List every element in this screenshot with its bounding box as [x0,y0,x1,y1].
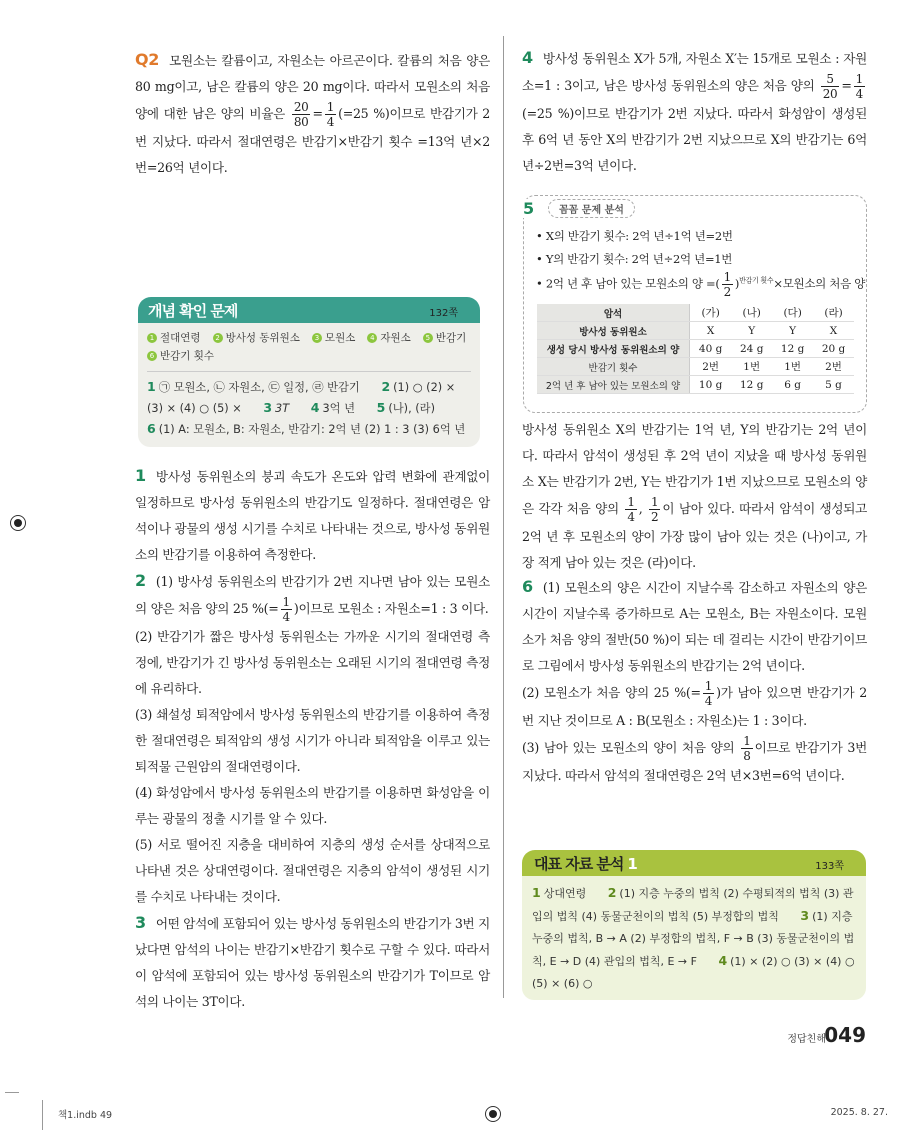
number-badge-icon: 1 [147,333,157,343]
keyword-list [147,329,471,365]
text-segment: 어떤 암석에 포함되어 있는 방사성 동위원소의 반감기가 3번 지났다면 암석의 나이는 반감기×반감기 횟수로 구할 수 있다. 따라서 이 암석에 포함되어 있는 방사성 동위원소의 반감기가 T이므로 암석의 나이는 3T이다. [135,916,490,1009]
answer-6 [522,574,867,789]
answer-number: 1 [532,885,541,900]
answer-1 [135,463,490,568]
column-divider [503,36,504,998]
text-segment: 이 남아 있다. 따라서 암석이 생성되고 2억 년 후 모원소의 양이 가장 많이 남아 있는 것은 (나)이고, 가장 적게 남아 있는 것은 (라)이다. [522,501,867,570]
text-segment: 방사성 동위원소 X가 5개, 자원소 X′는 15개로 모원소 : 자원소=1 : 3이고, 남은 방사성 동위원소의 양은 처음 양의 [522,51,867,93]
numerator: 20 [293,100,309,114]
table-cell: 2번 [690,358,732,376]
text-segment: (1) 방사성 동위원소의 반감기가 2번 지나면 남아 있는 모원소의 양은 처음 양의 25 %(= [135,574,490,616]
numerator: 1 [282,595,290,609]
denominator: 4 [282,610,290,624]
row-header: 방사성 동위원소 [537,322,690,340]
print-date: 2025. 8. 27. [830,1107,888,1118]
answer-item [522,734,867,789]
table-cell: 1번 [772,358,813,376]
analysis-bullet: • Y의 반감기 횟수: 2억 년÷2억 년=1번 [536,252,733,266]
file-name: 책1.indb 49 [58,1110,113,1121]
registration-mark-icon [485,1106,501,1122]
section-number: 1 [627,855,637,873]
answer-item: (5) 서로 떨어진 지층을 대비하여 지층의 생성 순서를 상대적으로 나타낸 것은 상대연령이다. 절대연령은 지층의 암석이 생성된 시기를 수치로 나타내는 것이다. [135,837,490,904]
page-number: 049 [824,1023,866,1047]
numerator: 1 [326,100,335,114]
text-segment: 이므로 반감기가 3번 지났다. 따라서 암석의 절대연령은 2억 년×3번=6억 년이다. [522,740,867,783]
text-segment: (=25 %)이므로 반감기가 2번 지났다. 따라서 화성암이 생성된 후 6억 년 동안 X의 반감기가 2번 지났으므로 X의 반감기는 6억 년÷2번=3억 년이다. [522,106,867,173]
numerator: 1 [743,734,751,748]
answer-2 [135,568,490,910]
section-title: 대표 자료 분석 [534,855,624,873]
table-cell: (가) [690,304,732,322]
numerator: 1 [704,679,713,693]
numerator: 1 [855,72,863,86]
answer-number: 6 [522,577,533,596]
answer-text: (1) ○ (2) × (3) × (4) ○ (5) × [147,381,456,415]
text-segment: = [312,106,323,121]
row-header: 암석 [537,304,690,322]
answer-5-explanation [522,417,867,576]
answer-text: (1) 지층 누중의 법칙, B → A (2) 부정합의 법칙, F → B (3) 동물군천이의 법칙, E → D (4) 관입의 법칙, E → F [532,910,855,968]
section-page: 133쪽 [815,861,844,872]
keyword: 1 절대연령 [147,329,201,347]
text-segment: (3) 남아 있는 모원소의 양이 처음 양의 [522,740,740,755]
crop-mark [42,1100,43,1130]
concept-check-title: 개념 확인 문제 [148,302,238,320]
number-badge-icon: 2 [213,333,223,343]
fraction [854,72,865,101]
fraction [325,100,336,129]
answer-text: (1) 지층 누중의 법칙 (2) 수평퇴적의 법칙 (3) 관입의 법칙 (4) 동물군천이의 법칙 (5) 부정합의 법칙 [532,887,854,923]
table-cell: Y [731,322,772,340]
keyword: 2 방사성 동위원소 [213,329,300,347]
table-cell: 5 g [813,376,854,394]
table-cell: 2번 [813,358,854,376]
table-row [537,358,854,376]
denominator: 80 [293,115,309,129]
answer-item [522,679,867,734]
answer-text: (1) × (2) ○ (3) × (4) ○ (5) × (6) ○ [532,955,855,990]
denominator: 4 [855,87,863,101]
divider [147,371,471,372]
fraction [821,72,840,101]
number-badge-icon: 5 [423,333,433,343]
table-cell: 24 g [731,340,772,358]
table-cell: 1번 [731,358,772,376]
answer-number: 4 [310,400,320,415]
answer-number: 2 [607,885,617,900]
table-row [537,322,854,340]
answer-number: 1 [135,466,146,485]
q2-answer [135,47,490,181]
text-segment: (=25 %)이므로 반감기가 2번 지났다. 따라서 절대연령은 반감기×반감기 횟수 =13억 년×2번=26억 년이다. [135,106,491,175]
row-header: 생성 당시 방사성 동위원소의 양 [537,340,690,358]
denominator: 4 [704,694,713,708]
analysis-bullet: • X의 반감기 횟수: 2억 년÷1억 년=2번 [536,229,733,243]
answer-number: 3 [263,400,273,415]
table-cell: 20 g [813,340,854,358]
fraction [292,100,311,129]
concept-answers [147,377,471,440]
denominator: 4 [627,510,635,524]
numerator: 1 [651,495,659,509]
text-segment: 방사성 동위원소의 붕괴 속도가 온도와 압력 변화에 관계없이 일정하므로 방사성 동위원소의 반감기도 일정하다. 절대연령은 암석이나 광물의 생성 시기를 수치로 나타내는 것으로, 방사성 동위원소의 반감기를 이용하여 측정한다. [135,469,490,562]
answer-4 [522,45,867,179]
fraction [625,495,636,524]
answer-number: 4 [718,953,728,968]
keyword: 3 모원소 [312,329,355,347]
answer-text: (1) A: 모원소, B: 자원소, 반감기: 2억 년 (2) 1 : 3 (3) 6억 년 [158,423,466,436]
analysis-bullet: • 2억 년 후 남아 있는 모원소의 양 =( $\frac{1}{2}$ )$^{반감기 횟수}$×모원소의 처음 양 [536,270,866,299]
answer-text: ㉠ 모원소, ㉡ 자원소, ㉢ 일정, ㉣ 반감기 [158,381,360,394]
representative-analysis-header [522,850,866,876]
table-row [537,340,854,358]
answer-text: 3T [275,402,290,415]
table-cell: 10 g [690,376,732,394]
row-header: 반감기 횟수 [537,358,690,376]
text-segment: (2) 모원소가 처음 양의 25 %(= [522,685,701,700]
denominator: 2 [651,510,659,524]
representative-analysis-body [522,876,866,1000]
text-segment: )이므로 모원소 : 자원소=1 : 3 이다. [293,601,489,616]
table-cell: 12 g [731,376,772,394]
row-header: 2억 년 후 남아 있는 모원소의 양 [537,376,690,394]
analysis-table [537,304,854,394]
crop-mark [5,1092,19,1093]
table-row [537,304,854,322]
keyword: 5 반감기 [423,329,466,347]
analysis-tag: 꼼꼼 문제 분석 [548,199,635,218]
footer-label: 정답친해 [787,1034,826,1045]
text-segment: = [841,78,852,93]
text-segment: 모원소는 칼륨이고, 자원소는 아르곤이다. 칼륨의 처음 양은 80 mg이고, 남은 칼륨의 양은 20 mg이다. 따라서 모원소의 처음 양에 대한 남은 양의 비율은 [135,53,490,121]
concept-check-page: 132쪽 [429,308,458,319]
text-segment: (1) 모원소의 양은 시간이 지날수록 감소하고 자원소의 양은 시간이 지날수록 증가하므로 A는 모원소, B는 자원소이다. 모원소가 처음 양의 절반(50 %)이 되는 데 걸리는 시간이 반감기이므로 그림에서 방사성 동위원소의 반감기는 2억 년이다. [522,580,867,673]
answer-number: 3 [800,908,810,923]
table-cell: Y [772,322,813,340]
fraction [703,679,714,708]
answer-item: (2) 반감기가 짧은 방사성 동위원소는 가까운 시기의 절대연령 측정에, 반감기가 긴 방사성 동위원소는 오래된 시기의 절대연령 측정에 유리하다. [135,629,490,696]
answer-number: 2 [381,379,391,394]
answer-number: 1 [147,379,156,394]
table-cell: 12 g [772,340,813,358]
number-badge-icon: 4 [367,333,377,343]
answer-item: (3) 쇄설성 퇴적암에서 방사성 동위원소의 반감기를 이용하여 측정한 절대연령은 퇴적암의 생성 시기가 아니라 퇴적암을 이루고 있는 퇴적물 근원암의 절대연령이다. [135,707,490,774]
table-cell: X [690,322,732,340]
denominator: 4 [326,115,335,129]
answer-number: 2 [135,571,146,590]
concept-check-header [138,297,480,323]
fraction [281,595,292,624]
answer-number: 6 [147,421,156,436]
answer-number: 5 [523,199,535,218]
answer-text: (나), (라) [388,402,435,415]
number-badge-icon: 3 [312,333,322,343]
concept-check-body [138,323,480,447]
fraction [649,495,660,524]
answer-number: 4 [522,48,533,67]
table-cell: X [813,322,854,340]
keyword: 4 자원소 [367,329,410,347]
number-badge-icon: 6 [147,351,157,361]
denominator: 8 [743,749,751,763]
registration-mark-icon [10,515,26,531]
denominator: 20 [822,87,838,101]
table-cell: 40 g [690,340,732,358]
table-cell: (나) [731,304,772,322]
answer-3 [135,910,490,1015]
answer-number: 5 [376,400,386,415]
text-segment: )가 남아 있으면 반감기가 2번 지난 것이므로 A : B(모원소 : 자원소)는 1 : 3이다. [522,685,867,728]
table-cell: (라) [813,304,854,322]
q2-label: Q2 [135,50,160,69]
answer-item: (4) 화성암에서 방사성 동위원소의 반감기를 이용하면 화성암을 이루는 광물의 정출 시기를 알 수 있다. [135,785,490,826]
answer-text: 3억 년 [322,402,356,415]
fraction: $\frac{1}{2}$ [723,270,731,299]
text-segment: , [638,501,648,516]
text-segment: 방사성 동위원소 X의 반감기는 1억 년, Y의 반감기는 2억 년이다. 따라서 암석이 생성된 후 2억 년이 지났을 때 방사성 동위원소 X는 반감기가 2번, Y는 반감기가 1번 지났으므로 모원소의 양은 각각 처음 양의 [522,422,867,516]
answer-text: 상대연령 [543,887,587,900]
answer-number: 3 [135,913,146,932]
fraction [741,734,752,763]
numerator: 1 [627,495,635,509]
keyword: 6 반감기 횟수 [147,347,214,365]
table-cell: (다) [772,304,813,322]
table-cell: 6 g [772,376,813,394]
numerator: 5 [821,72,840,87]
table-row [537,376,854,394]
